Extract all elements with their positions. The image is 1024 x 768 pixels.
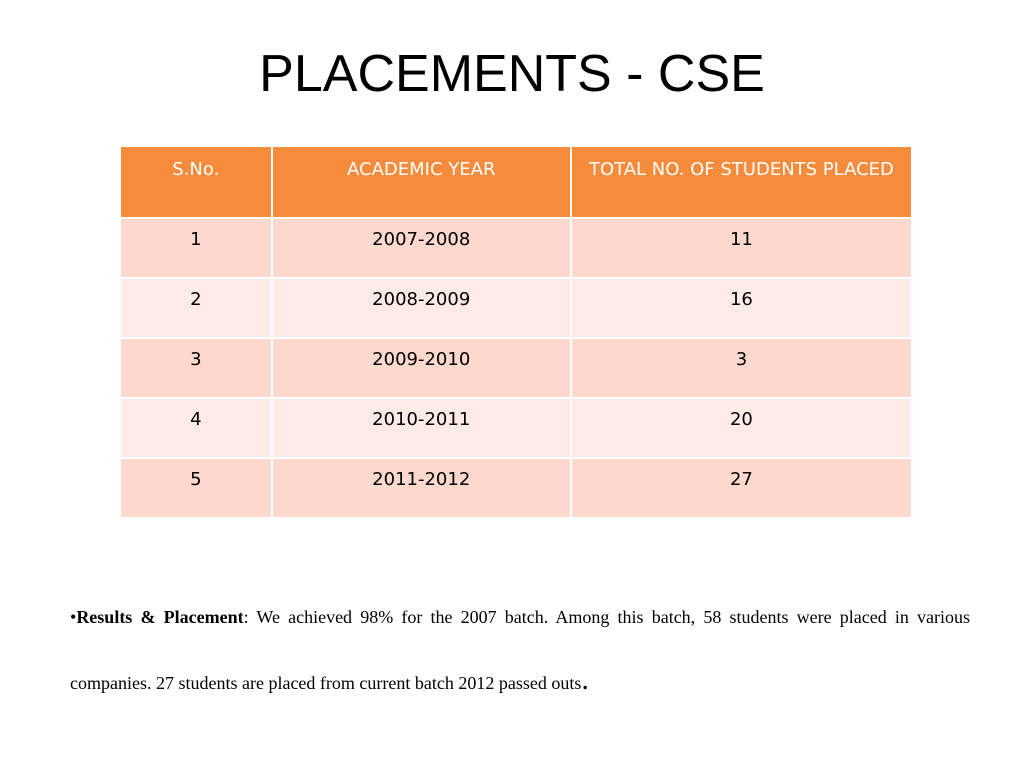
cell-total-placed: 11	[571, 218, 912, 278]
cell-sno: 5	[120, 458, 272, 518]
cell-sno: 2	[120, 278, 272, 338]
cell-total-placed: 20	[571, 398, 912, 458]
cell-academic-year: 2009-2010	[272, 338, 571, 398]
cell-sno: 3	[120, 338, 272, 398]
cell-academic-year: 2008-2009	[272, 278, 571, 338]
table-row	[120, 278, 912, 338]
note-lead: Results & Placement	[76, 607, 244, 627]
table-row	[120, 338, 912, 398]
cell-total-placed: 3	[571, 338, 912, 398]
note-end-mark: .	[581, 663, 589, 696]
note-separator: :	[243, 607, 249, 627]
cell-total-placed: 16	[571, 278, 912, 338]
note-body: We achieved 98% for the 2007 batch. Among this batch, 58 students were placed in various companies. 27 students are placed from current batch 2012 passed outs	[70, 607, 971, 693]
slide-title: PLACEMENTS - CSE	[259, 45, 765, 103]
placements-table	[119, 145, 913, 519]
cell-sno: 1	[120, 218, 272, 278]
bullet-mark: •	[70, 607, 77, 627]
header-sno: S.No.	[120, 146, 272, 218]
cell-academic-year: 2010-2011	[272, 398, 571, 458]
cell-total-placed: 27	[571, 458, 912, 518]
results-placement-note	[70, 584, 970, 716]
cell-academic-year: 2007-2008	[272, 218, 571, 278]
table-row	[120, 458, 912, 518]
cell-sno: 4	[120, 398, 272, 458]
table-row	[120, 398, 912, 458]
header-total-placed: TOTAL NO. OF STUDENTS PLACED	[571, 146, 912, 218]
header-academic-year: ACADEMIC YEAR	[272, 146, 571, 218]
table-header-row	[120, 146, 912, 218]
cell-academic-year: 2011-2012	[272, 458, 571, 518]
table-row	[120, 218, 912, 278]
